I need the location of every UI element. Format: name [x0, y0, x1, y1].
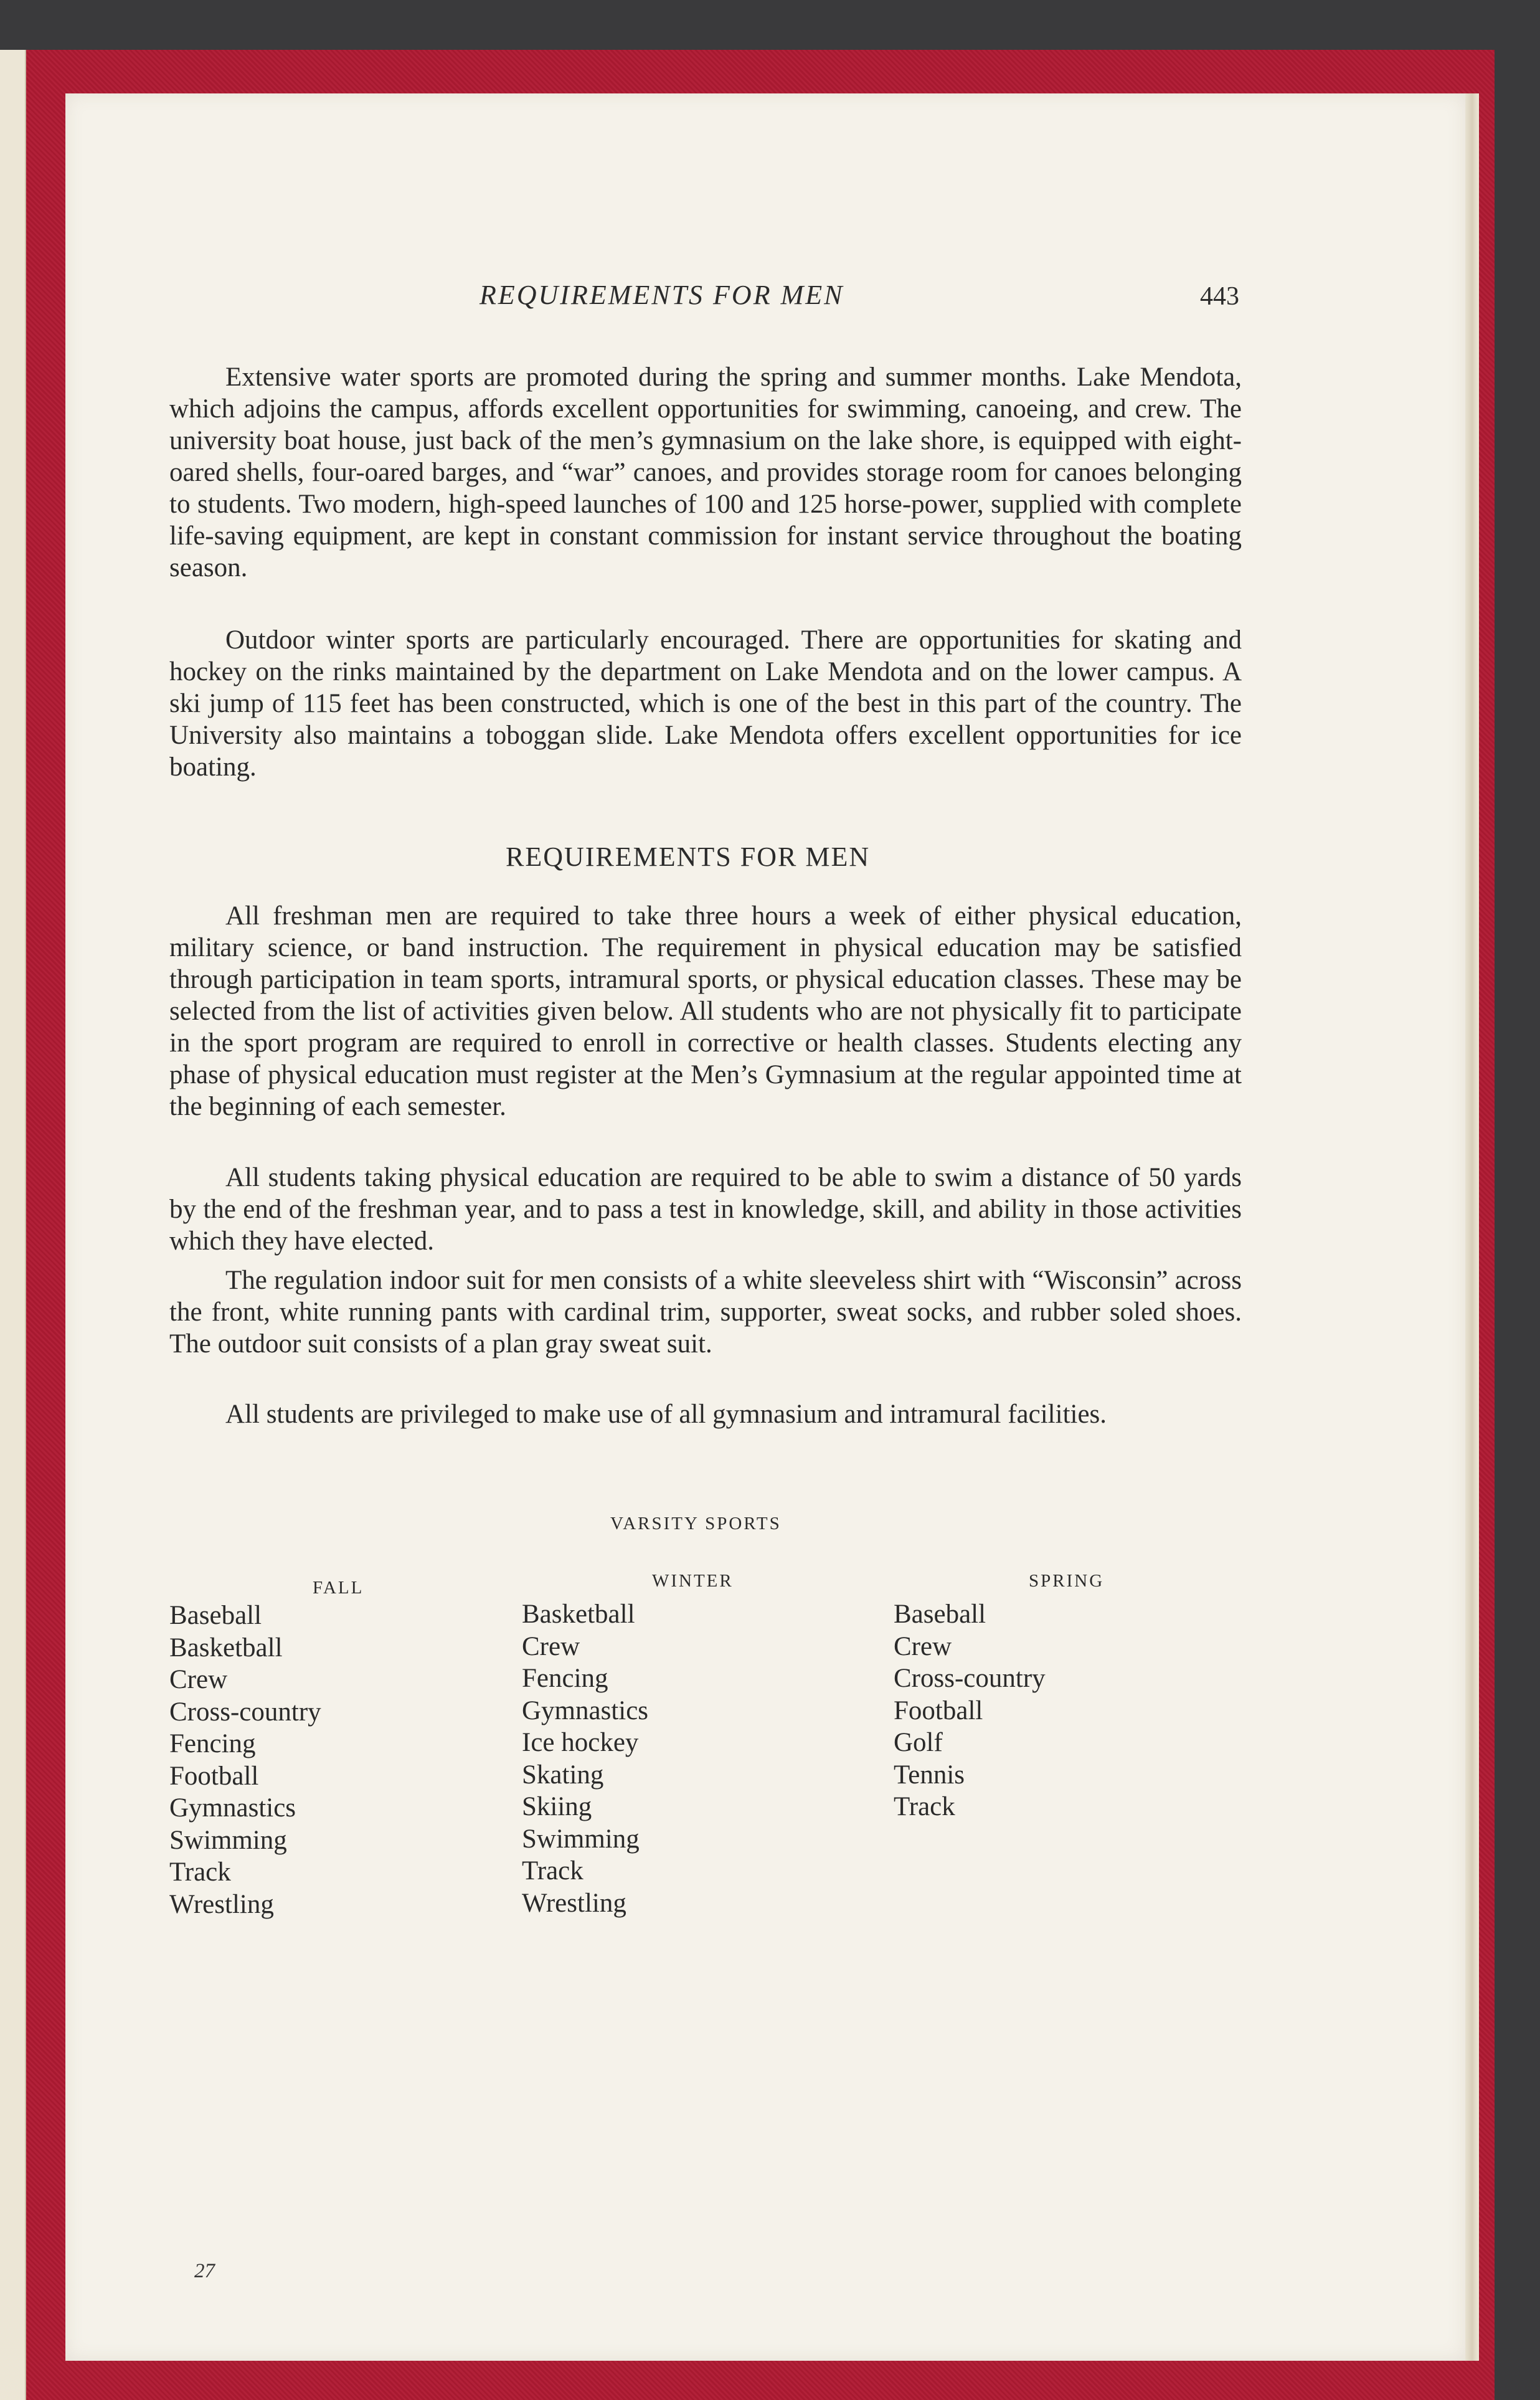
winter-column-heading: WINTER — [652, 1571, 734, 1591]
paragraph-freshman-requirement: All freshman men are required to take three hours a week of either physical education, military science, or band instruction. The requirement in physical education may be satisfied through participation in team sports, intramural sports, or physical education classes. These may be selected from the list of activities given below. All students who are not physically fit to participate in the sport program are required to enroll in corrective or health classes. Students electing any phase of physical education must register at the Men’s Gymnasium at the regular appointed time at the beginning of each semester. — [169, 901, 1242, 1121]
list-item: Crew — [169, 1665, 228, 1694]
folio-number: 27 — [194, 2260, 215, 2282]
fall-column-heading: FALL — [313, 1578, 364, 1598]
spring-column-heading: SPRING — [1029, 1571, 1105, 1591]
paragraph-facilities: All students are privileged to make use of all gymnasium and intramural facilities. — [225, 1400, 1107, 1429]
section-heading: REQUIREMENTS FOR MEN — [506, 842, 871, 872]
list-item: Swimming — [169, 1825, 287, 1855]
list-item: Basketball — [522, 1600, 635, 1629]
list-item: Cross-country — [894, 1664, 1046, 1693]
list-item: Wrestling — [169, 1889, 274, 1919]
list-item: Crew — [522, 1631, 580, 1661]
list-item: Gymnastics — [169, 1793, 296, 1823]
winter-sports-list — [522, 1598, 648, 1919]
list-item: Football — [894, 1696, 983, 1725]
facing-page-edge — [0, 50, 26, 2400]
list-item: Swimming — [522, 1824, 640, 1854]
list-item: Track — [522, 1856, 583, 1885]
list-item: Crew — [894, 1631, 952, 1661]
list-item: Baseball — [169, 1601, 262, 1630]
list-item: Cross-country — [169, 1697, 321, 1727]
list-item: Gymnastics — [522, 1696, 649, 1725]
list-item: Ice hockey — [522, 1728, 639, 1757]
list-item: Football — [169, 1761, 259, 1791]
list-item: Baseball — [894, 1600, 986, 1629]
list-item: Tennis — [894, 1760, 965, 1790]
varsity-sports-title: VARSITY SPORTS — [610, 1514, 782, 1534]
spring-sports-list — [894, 1598, 1046, 1823]
list-item: Golf — [894, 1728, 943, 1757]
list-item: Wrestling — [522, 1888, 626, 1918]
paragraph-suit-regulation: The regulation indoor suit for men consists of a white sleeveless shirt with “Wisconsin” across the front, white running pants with cardinal trim, supporter, sweat socks, and rubber soled shoes. The outdoor suit consists of a plan gray sweat suit. — [169, 1266, 1242, 1359]
list-item: Fencing — [169, 1729, 256, 1758]
list-item: Fencing — [522, 1664, 608, 1693]
running-head: REQUIREMENTS FOR MEN — [479, 280, 844, 310]
paragraph-swim-requirement: All students taking physical education are required to be able to swim a distance of 50 yards by the end of the freshman year, and to pass a test in knowledge, skill, and ability in those activities which they have elected. — [169, 1163, 1242, 1256]
page-number: 443 — [1200, 282, 1239, 311]
list-item: Basketball — [169, 1633, 283, 1662]
list-item: Track — [169, 1857, 231, 1887]
paragraph-winter-sports: Outdoor winter sports are particularly encouraged. There are opportunities for skating and hockey on the rinks maintained by the department on Lake Mendota and on the lower campus. A ski jump of 115 feet has been constructed, which is one of the best in this part of the country. The University also maintains a toboggan slide. Lake Mendota offers excellent opportunities for ice boating. — [169, 625, 1242, 782]
list-item: Track — [894, 1792, 955, 1821]
list-item: Skating — [522, 1760, 604, 1790]
page-block-edge — [1465, 93, 1479, 2361]
fall-sports-list — [169, 1600, 321, 1920]
list-item: Skiing — [522, 1792, 592, 1821]
paragraph-water-sports: Extensive water sports are promoted during the spring and summer months. Lake Mendota, which adjoins the campus, affords excellent opportunities for swimming, canoeing, and crew. The university boat house, just back of the men’s gymnasium on the lake shore, is equipped with eight-oared shells, four-oared barges, and “war” canoes, and provides storage room for canoes belonging to students. Two modern, high-speed launches of 100 and 125 horse-power, supplied with complete life-saving equipment, are kept in constant commission for instant service throughout the boating season. — [169, 363, 1242, 582]
